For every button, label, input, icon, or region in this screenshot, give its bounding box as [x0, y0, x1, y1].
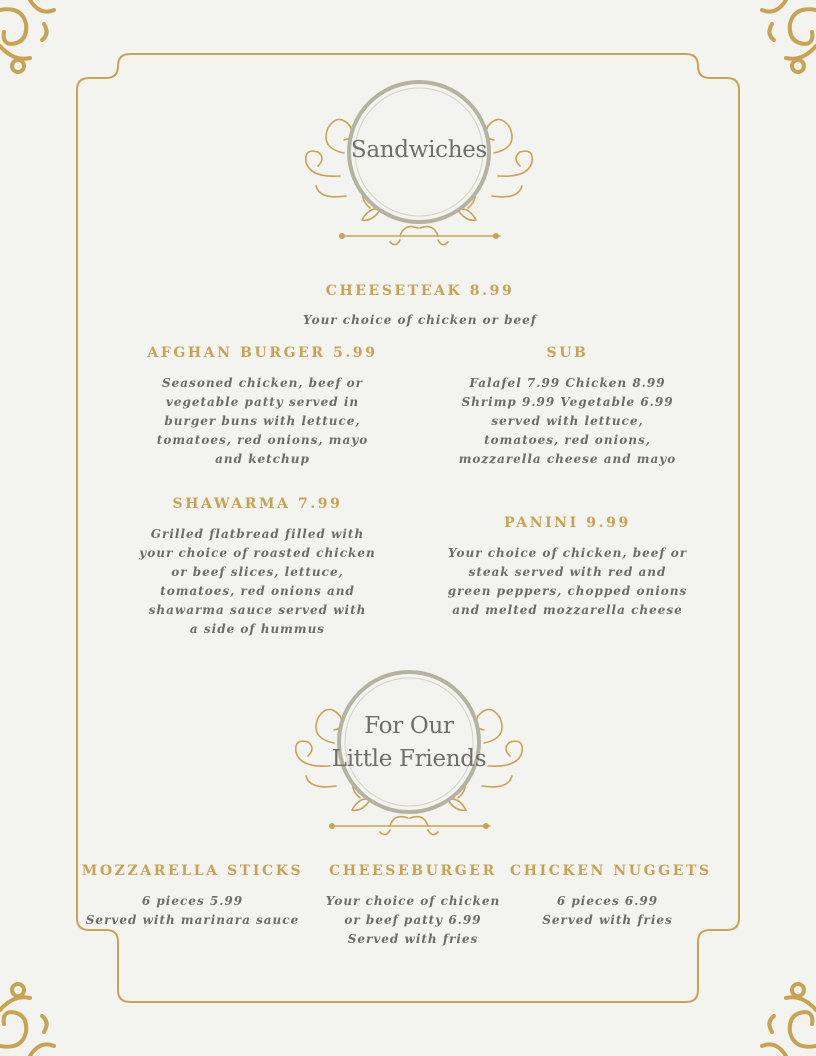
item-desc-cheesesteak: Your choice of chicken or beef [303, 313, 537, 327]
section-title-kids: For Our Little Friends [331, 713, 487, 772]
item-name-panini: PANINI 9.99 [504, 515, 631, 531]
item-name-shawarma: SHAWARMA 7.99 [172, 496, 343, 512]
item-desc-cheeseburger: Your choice of chicken or beef patty 6.99 Served with fries [325, 894, 501, 946]
item-name-cheesesteak: CHEESETEAK 8.99 [325, 283, 515, 299]
item-name-chicken-nuggets: CHICKEN NUGGETS [510, 863, 712, 879]
item-desc-panini: Your choice of chicken, beef or steak served with red and green peppers, chopped onions and melted mozzarella cheese [447, 546, 688, 617]
item-desc-chicken-nuggets: 6 pieces 6.99 Served with fries [542, 894, 673, 927]
item-name-cheeseburger: CHEESEBURGER [329, 863, 497, 879]
item-desc-sub: Falafel 7.99 Chicken 8.99 Shrimp 9.99 Vegetable 6.99 served with lettuce, tomatoes, red onions, mozzarella cheese and mayo [458, 376, 677, 466]
item-name-mozzarella-sticks: MOZZARELLA STICKS [81, 863, 304, 879]
item-desc-shawarma: Grilled flatbread filled with your choice of roasted chicken or beef slices, lettuce, tomatoes, red onions and shawarma sauce served with a side of hummus [139, 527, 376, 636]
item-desc-afghan-burger: Seasoned chicken, beef or vegetable patty served in burger buns with lettuce, tomatoes, red onions, mayo and ketchup [156, 376, 369, 466]
item-name-sub: SUB [546, 345, 589, 361]
section-title-sandwiches: Sandwiches [350, 137, 488, 163]
item-name-afghan-burger: AFGHAN BURGER 5.99 [147, 345, 378, 361]
item-desc-mozzarella-sticks: 6 pieces 5.99 Served with marinara sauce [85, 894, 300, 927]
